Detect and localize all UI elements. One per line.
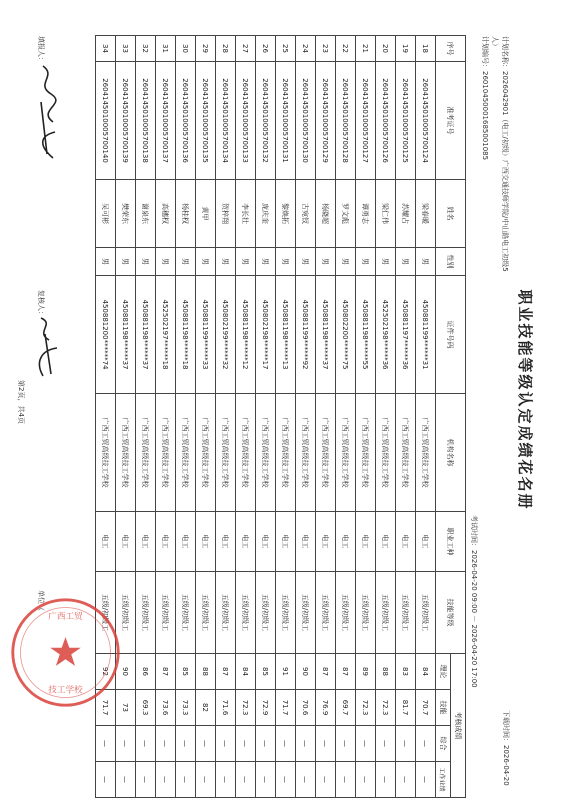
row-level: 五级/初级工 bbox=[176, 572, 196, 654]
row-total-score: — bbox=[396, 726, 416, 762]
row-exam-id: 2604145010005700133 bbox=[236, 62, 256, 180]
reviewer-label: 复核人： bbox=[37, 290, 45, 318]
row-org: 广西工贸高级技工学校 bbox=[276, 394, 296, 512]
row-id-number: 452502197******18 bbox=[156, 276, 176, 394]
row-performance: — bbox=[336, 762, 356, 798]
row-id-number: 450881198******37 bbox=[316, 276, 336, 394]
row-id-number: 450881198******37 bbox=[116, 276, 136, 394]
row-name: 罗文彪 bbox=[336, 180, 356, 248]
table-row bbox=[396, 36, 416, 798]
row-id-number: 450881199******31 bbox=[416, 276, 436, 394]
row-total-score: — bbox=[356, 726, 376, 762]
row-total-score: — bbox=[376, 726, 396, 762]
row-sex: 男 bbox=[156, 248, 176, 276]
col-header-performance: 工作业绩 bbox=[436, 762, 451, 798]
row-exam-id: 2604145010005700136 bbox=[176, 62, 196, 180]
row-name: 高穗权 bbox=[156, 180, 176, 248]
row-performance: — bbox=[196, 762, 216, 798]
row-performance: — bbox=[356, 762, 376, 798]
row-org: 广西工贸高级技工学校 bbox=[416, 394, 436, 512]
row-sex: 男 bbox=[376, 248, 396, 276]
row-job: 电工 bbox=[336, 512, 356, 572]
row-exam-id: 2604145010005700129 bbox=[316, 62, 336, 180]
row-exam-id: 2604145010005700132 bbox=[256, 62, 276, 180]
row-performance: — bbox=[256, 762, 276, 798]
row-theory-score: 88 bbox=[376, 654, 396, 690]
row-no: 21 bbox=[356, 36, 376, 62]
row-skill-score: 71.6 bbox=[216, 690, 236, 726]
official-seal bbox=[8, 595, 123, 710]
col-header-theory: 理论 bbox=[436, 654, 451, 690]
row-theory-score: 92 bbox=[96, 654, 116, 690]
table-row bbox=[416, 36, 436, 798]
row-job: 电工 bbox=[396, 512, 416, 572]
row-skill-score: 70.7 bbox=[416, 690, 436, 726]
row-performance: — bbox=[116, 762, 136, 798]
col-header-group-scores: 考核成绩 bbox=[451, 654, 466, 798]
row-id-number: 450881198******12 bbox=[236, 276, 256, 394]
row-org: 广西工贸高级技工学校 bbox=[196, 394, 216, 512]
row-performance: — bbox=[176, 762, 196, 798]
row-level: 五级/初级工 bbox=[156, 572, 176, 654]
row-no: 23 bbox=[316, 36, 336, 62]
row-id-number: 450881200******74 bbox=[96, 276, 116, 394]
table-row bbox=[256, 36, 276, 798]
row-level: 五级/初级工 bbox=[236, 572, 256, 654]
row-id-number: 450881197******36 bbox=[396, 276, 416, 394]
exam-time: 考试时间：2026-04-20 09:00 － 2026-04-20 17:00 bbox=[470, 515, 478, 688]
row-level: 五级/初级工 bbox=[416, 572, 436, 654]
row-performance: — bbox=[296, 762, 316, 798]
row-name: 谭勇志 bbox=[356, 180, 376, 248]
table-body bbox=[96, 36, 436, 798]
row-level: 五级/初级工 bbox=[136, 572, 156, 654]
col-header-skill: 技能 bbox=[436, 690, 451, 726]
row-id-number: 450881198******37 bbox=[136, 276, 156, 394]
col-header-level: 技能等级 bbox=[436, 572, 466, 654]
row-name: 古宛钗 bbox=[296, 180, 316, 248]
row-performance: — bbox=[416, 762, 436, 798]
row-org: 广西工贸高级技工学校 bbox=[116, 394, 136, 512]
row-name: 梁春暖 bbox=[416, 180, 436, 248]
row-org: 广西工贸高级技工学校 bbox=[396, 394, 416, 512]
row-no: 20 bbox=[376, 36, 396, 62]
row-level: 五级/初级工 bbox=[376, 572, 396, 654]
row-org: 广西工贸高级技工学校 bbox=[296, 394, 316, 512]
row-no: 29 bbox=[196, 36, 216, 62]
row-id-number: 450881198******55 bbox=[356, 276, 376, 394]
row-theory-score: 86 bbox=[136, 654, 156, 690]
row-total-score: — bbox=[336, 726, 356, 762]
score-table bbox=[95, 35, 466, 798]
row-performance: — bbox=[236, 762, 256, 798]
col-header-id: 证件号码 bbox=[436, 276, 466, 394]
row-org: 广西工贸高级技工学校 bbox=[236, 394, 256, 512]
row-no: 26 bbox=[256, 36, 276, 62]
row-total-score: — bbox=[316, 726, 336, 762]
row-theory-score: 87 bbox=[156, 654, 176, 690]
row-theory-score: 84 bbox=[416, 654, 436, 690]
row-job: 电工 bbox=[416, 512, 436, 572]
row-skill-score: 72.3 bbox=[356, 690, 376, 726]
row-total-score: — bbox=[156, 726, 176, 762]
row-no: 27 bbox=[236, 36, 256, 62]
row-sex: 男 bbox=[316, 248, 336, 276]
row-level: 五级/初级工 bbox=[216, 572, 236, 654]
col-header-job: 职业工种 bbox=[436, 512, 466, 572]
row-job: 电工 bbox=[356, 512, 376, 572]
row-theory-score: 90 bbox=[116, 654, 136, 690]
row-name: 吴可彬 bbox=[96, 180, 116, 248]
col-header-name: 姓名 bbox=[436, 180, 466, 248]
row-level: 五级/初级工 bbox=[356, 572, 376, 654]
row-total-score: — bbox=[96, 726, 116, 762]
row-id-number: 450881199******33 bbox=[196, 276, 216, 394]
row-org: 广西工贸高级技工学校 bbox=[216, 394, 236, 512]
row-name: 李长壮 bbox=[236, 180, 256, 248]
table-row bbox=[216, 36, 236, 798]
row-id-number: 450802200******75 bbox=[336, 276, 356, 394]
download-time: 下载时间：2026-04-20 bbox=[502, 710, 510, 786]
row-exam-id: 2604145010005700127 bbox=[356, 62, 376, 180]
row-level: 五级/初级工 bbox=[96, 572, 116, 654]
row-level: 五级/初级工 bbox=[396, 572, 416, 654]
row-total-score: — bbox=[116, 726, 136, 762]
row-skill-score: 72.3 bbox=[376, 690, 396, 726]
row-total-score: — bbox=[296, 726, 316, 762]
row-sex: 男 bbox=[96, 248, 116, 276]
row-id-number: 450802199******32 bbox=[216, 276, 236, 394]
page-number: 第2页，共4页 bbox=[17, 380, 25, 424]
row-sex: 男 bbox=[396, 248, 416, 276]
row-name: 杨桂权 bbox=[176, 180, 196, 248]
row-exam-id: 2604145010005700131 bbox=[276, 62, 296, 180]
col-header-total: 综合 bbox=[436, 726, 451, 762]
row-sex: 男 bbox=[356, 248, 376, 276]
row-name: 谢泉东 bbox=[136, 180, 156, 248]
row-level: 五级/初级工 bbox=[256, 572, 276, 654]
row-performance: — bbox=[396, 762, 416, 798]
row-no: 24 bbox=[296, 36, 316, 62]
row-exam-id: 2604145010005700126 bbox=[376, 62, 396, 180]
row-job: 电工 bbox=[216, 512, 236, 572]
col-header-org: 机构名称 bbox=[436, 394, 466, 512]
row-skill-score: 70.6 bbox=[296, 690, 316, 726]
row-total-score: — bbox=[136, 726, 156, 762]
row-skill-score: 71.7 bbox=[96, 690, 116, 726]
row-sex: 男 bbox=[256, 248, 276, 276]
table-row bbox=[176, 36, 196, 798]
row-name: 黄甲 bbox=[196, 180, 216, 248]
row-no: 19 bbox=[396, 36, 416, 62]
row-org: 广西工贸高级技工学校 bbox=[256, 394, 276, 512]
row-org: 广西工贸高级技工学校 bbox=[336, 394, 356, 512]
row-total-score: — bbox=[416, 726, 436, 762]
table-row bbox=[336, 36, 356, 798]
row-exam-id: 2604145010005700140 bbox=[96, 62, 116, 180]
row-org: 广西工贸高级技工学校 bbox=[356, 394, 376, 512]
row-sex: 男 bbox=[116, 248, 136, 276]
row-theory-score: 84 bbox=[236, 654, 256, 690]
row-org: 广西工贸高级技工学校 bbox=[376, 394, 396, 512]
row-exam-id: 2604145010005700128 bbox=[336, 62, 356, 180]
row-theory-score: 87 bbox=[336, 654, 356, 690]
row-skill-score: 69.7 bbox=[336, 690, 356, 726]
document-title: 职业技能等级认定成绩花名册 bbox=[516, 289, 534, 511]
row-sex: 男 bbox=[176, 248, 196, 276]
row-level: 五级/初级工 bbox=[296, 572, 316, 654]
row-theory-score: 85 bbox=[176, 654, 196, 690]
row-exam-id: 2604145010005700135 bbox=[196, 62, 216, 180]
row-name: 苏耀占 bbox=[396, 180, 416, 248]
row-org: 广西工贸高级技工学校 bbox=[316, 394, 336, 512]
row-skill-score: 72.9 bbox=[256, 690, 276, 726]
svg-text:技工学校: 技工学校 bbox=[48, 685, 83, 696]
row-sex: 男 bbox=[236, 248, 256, 276]
row-sex: 男 bbox=[276, 248, 296, 276]
row-sex: 男 bbox=[296, 248, 316, 276]
row-no: 32 bbox=[136, 36, 156, 62]
row-sex: 男 bbox=[136, 248, 156, 276]
row-theory-score: 91 bbox=[276, 654, 296, 690]
table-row bbox=[316, 36, 336, 798]
row-exam-id: 2604145010005700138 bbox=[136, 62, 156, 180]
row-exam-id: 2604145010005700124 bbox=[416, 62, 436, 180]
row-no: 18 bbox=[416, 36, 436, 62]
row-performance: — bbox=[136, 762, 156, 798]
row-level: 五级/初级工 bbox=[116, 572, 136, 654]
row-performance: — bbox=[316, 762, 336, 798]
plan-number: 计划编号：26010450001685001085 bbox=[481, 36, 489, 161]
row-theory-score: 87 bbox=[316, 654, 336, 690]
row-theory-score: 87 bbox=[216, 654, 236, 690]
row-total-score: — bbox=[256, 726, 276, 762]
row-sex: 男 bbox=[216, 248, 236, 276]
row-job: 电工 bbox=[156, 512, 176, 572]
row-theory-score: 85 bbox=[256, 654, 276, 690]
row-id-number: 450802198******17 bbox=[256, 276, 276, 394]
row-sex: 男 bbox=[196, 248, 216, 276]
row-name: 樊荣东 bbox=[116, 180, 136, 248]
row-skill-score: 76.9 bbox=[316, 690, 336, 726]
row-job: 电工 bbox=[116, 512, 136, 572]
row-org: 广西工贸高级技工学校 bbox=[156, 394, 176, 512]
table-row bbox=[196, 36, 216, 798]
row-exam-id: 2604145010005700137 bbox=[156, 62, 176, 180]
col-header-exam-id: 准考证号 bbox=[436, 62, 466, 180]
row-level: 五级/初级工 bbox=[276, 572, 296, 654]
row-job: 电工 bbox=[136, 512, 156, 572]
person-count: 人） bbox=[491, 36, 499, 50]
row-job: 电工 bbox=[296, 512, 316, 572]
row-id-number: 450881198******18 bbox=[176, 276, 196, 394]
row-sex: 男 bbox=[336, 248, 356, 276]
row-skill-score: 73.3 bbox=[176, 690, 196, 726]
row-job: 电工 bbox=[196, 512, 216, 572]
row-skill-score: 71.7 bbox=[276, 690, 296, 726]
row-exam-id: 2604145010005700139 bbox=[116, 62, 136, 180]
row-no: 30 bbox=[176, 36, 196, 62]
table-row bbox=[376, 36, 396, 798]
row-job: 电工 bbox=[376, 512, 396, 572]
row-job: 电工 bbox=[316, 512, 336, 572]
row-performance: — bbox=[216, 762, 236, 798]
row-name: 梁仁伟 bbox=[376, 180, 396, 248]
row-level: 五级/初级工 bbox=[196, 572, 216, 654]
row-level: 五级/初级工 bbox=[336, 572, 356, 654]
row-org: 广西工贸高级技工学校 bbox=[96, 394, 116, 512]
row-total-score: — bbox=[176, 726, 196, 762]
filler-label: 填报人： bbox=[37, 36, 45, 64]
row-no: 33 bbox=[116, 36, 136, 62]
row-name: 杨晓超 bbox=[316, 180, 336, 248]
row-no: 25 bbox=[276, 36, 296, 62]
col-header-sex: 性别 bbox=[436, 248, 466, 276]
row-job: 电工 bbox=[256, 512, 276, 572]
row-no: 28 bbox=[216, 36, 236, 62]
row-name: 贺梓翔 bbox=[216, 180, 236, 248]
row-skill-score: 73 bbox=[116, 690, 136, 726]
row-total-score: — bbox=[236, 726, 256, 762]
row-theory-score: 88 bbox=[196, 654, 216, 690]
svg-text:广西工贸: 广西工贸 bbox=[48, 611, 83, 622]
row-org: 广西工贸高级技工学校 bbox=[176, 394, 196, 512]
row-exam-id: 2604145010005700130 bbox=[296, 62, 316, 180]
row-performance: — bbox=[376, 762, 396, 798]
row-job: 电工 bbox=[236, 512, 256, 572]
row-skill-score: 69.3 bbox=[136, 690, 156, 726]
table-row bbox=[236, 36, 256, 798]
reviewer-signature bbox=[31, 314, 61, 384]
table-row bbox=[296, 36, 316, 798]
row-name: 庞庆奎 bbox=[256, 180, 276, 248]
table-row bbox=[276, 36, 296, 798]
table-row bbox=[356, 36, 376, 798]
row-job: 电工 bbox=[276, 512, 296, 572]
row-job: 电工 bbox=[176, 512, 196, 572]
row-theory-score: 90 bbox=[296, 654, 316, 690]
table-row bbox=[136, 36, 156, 798]
row-performance: — bbox=[156, 762, 176, 798]
table-header-row bbox=[451, 36, 466, 798]
table-row bbox=[156, 36, 176, 798]
row-name: 黎焕拓 bbox=[276, 180, 296, 248]
filler-signature bbox=[31, 62, 61, 162]
row-id-number: 450881198******13 bbox=[276, 276, 296, 394]
row-no: 31 bbox=[156, 36, 176, 62]
row-sex: 男 bbox=[416, 248, 436, 276]
row-total-score: — bbox=[276, 726, 296, 762]
row-org: 广西工贸高级技工学校 bbox=[136, 394, 156, 512]
plan-name: 计划名称：2026042901（电工/初级）广西交通技师学院/中山路电工初级5 bbox=[501, 36, 509, 272]
row-no: 34 bbox=[96, 36, 116, 62]
row-total-score: — bbox=[216, 726, 236, 762]
row-performance: — bbox=[276, 762, 296, 798]
row-no: 22 bbox=[336, 36, 356, 62]
unit-label: 单位（ bbox=[37, 590, 45, 611]
row-theory-score: 89 bbox=[356, 654, 376, 690]
row-level: 五级/初级工 bbox=[316, 572, 336, 654]
row-skill-score: 82 bbox=[196, 690, 216, 726]
row-theory-score: 83 bbox=[396, 654, 416, 690]
row-exam-id: 2604145010005700125 bbox=[396, 62, 416, 180]
row-skill-score: 81.7 bbox=[396, 690, 416, 726]
row-job: 电工 bbox=[96, 512, 116, 572]
col-header-no: 序号 bbox=[436, 36, 466, 62]
row-exam-id: 2604145010005700134 bbox=[216, 62, 236, 180]
row-skill-score: 72.3 bbox=[236, 690, 256, 726]
row-performance: — bbox=[96, 762, 116, 798]
row-skill-score: 73.6 bbox=[156, 690, 176, 726]
row-id-number: 450881199******92 bbox=[296, 276, 316, 394]
row-total-score: — bbox=[196, 726, 216, 762]
row-id-number: 452502198******36 bbox=[376, 276, 396, 394]
